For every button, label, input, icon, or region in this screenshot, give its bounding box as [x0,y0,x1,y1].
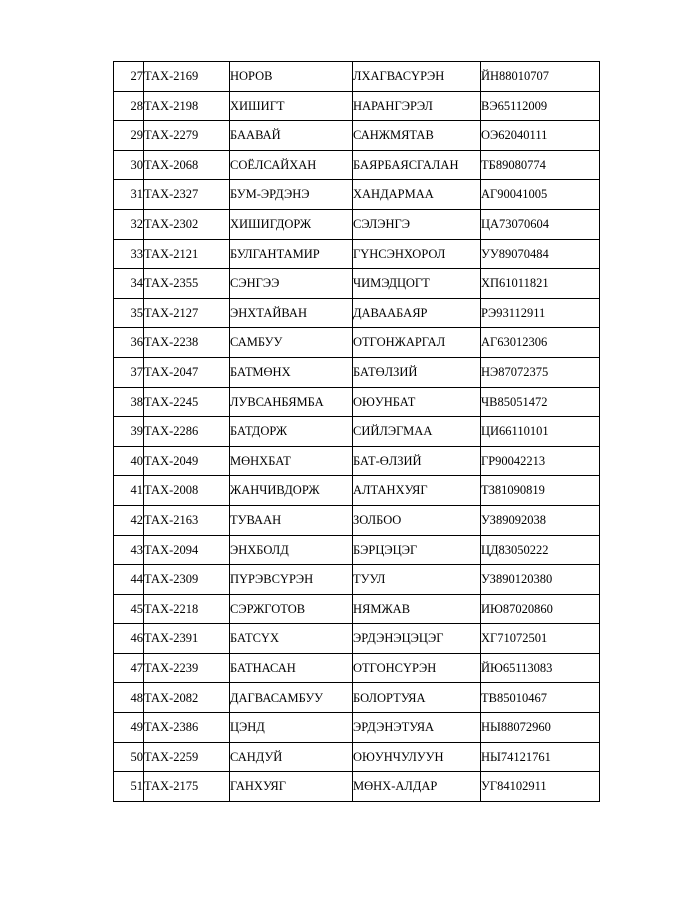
row-register-number: ЦИ66110101 [481,417,600,447]
row-code: ТАХ-2239 [144,653,230,683]
row-surname: ЦЭНД [230,713,353,743]
row-code: ТАХ-2094 [144,535,230,565]
row-number: 42 [114,505,144,535]
row-name: НЯМЖАВ [353,594,481,624]
row-register-number: АГ63012306 [481,328,600,358]
row-number: 48 [114,683,144,713]
row-surname: БАТМӨНХ [230,357,353,387]
row-surname: ХИШИГДОРЖ [230,209,353,239]
row-surname: ГАНХУЯГ [230,772,353,802]
row-surname: БАТДОРЖ [230,417,353,447]
table-row [114,417,600,447]
row-register-number: УГ84102911 [481,772,600,802]
row-number: 39 [114,417,144,447]
row-code: ТАХ-2082 [144,683,230,713]
row-code: ТАХ-2245 [144,387,230,417]
row-name: БАТ-ӨЛЗИЙ [353,446,481,476]
row-code: ТАХ-2302 [144,209,230,239]
row-code: ТАХ-2238 [144,328,230,358]
row-surname: ЛУВСАНБЯМБА [230,387,353,417]
table-row [114,653,600,683]
roster-table [113,61,600,802]
row-register-number: ВЭ65112009 [481,91,600,121]
row-code: ТАХ-2163 [144,505,230,535]
table-row [114,91,600,121]
row-register-number: НЫ74121761 [481,742,600,772]
row-surname: ПҮРЭВСҮРЭН [230,565,353,595]
row-surname: САМБУУ [230,328,353,358]
row-code: ТАХ-2068 [144,150,230,180]
row-register-number: ОЭ62040111 [481,121,600,151]
row-name: ОТГОНЖАРГАЛ [353,328,481,358]
row-number: 40 [114,446,144,476]
row-code: ТАХ-2327 [144,180,230,210]
table-row [114,624,600,654]
row-code: ТАХ-2127 [144,298,230,328]
row-code: ТАХ-2309 [144,565,230,595]
table-row [114,565,600,595]
row-name: ТУУЛ [353,565,481,595]
row-code: ТАХ-2121 [144,239,230,269]
row-number: 36 [114,328,144,358]
table-row [114,505,600,535]
row-number: 50 [114,742,144,772]
row-name: МӨНХ-АЛДАР [353,772,481,802]
table-row [114,683,600,713]
row-code: ТАХ-2047 [144,357,230,387]
table-row [114,328,600,358]
row-number: 38 [114,387,144,417]
table-row [114,772,600,802]
row-register-number: ХГ71072501 [481,624,600,654]
row-code: ТАХ-2279 [144,121,230,151]
row-code: ТАХ-2259 [144,742,230,772]
row-name: БАТӨЛЗИЙ [353,357,481,387]
row-number: 43 [114,535,144,565]
row-surname: САНДУЙ [230,742,353,772]
table-row [114,594,600,624]
row-number: 46 [114,624,144,654]
table-row [114,742,600,772]
row-register-number: НЭ87072375 [481,357,600,387]
row-number: 37 [114,357,144,387]
row-surname: ХИШИГТ [230,91,353,121]
row-register-number: АГ90041005 [481,180,600,210]
row-surname: БУМ-ЭРДЭНЭ [230,180,353,210]
row-code: ТАХ-2008 [144,476,230,506]
table-row [114,446,600,476]
row-name: ЧИМЭДЦОГТ [353,269,481,299]
row-register-number: УУ89070484 [481,239,600,269]
row-register-number: ЦД83050222 [481,535,600,565]
row-surname: НОРОВ [230,62,353,92]
row-surname: МӨНХБАТ [230,446,353,476]
row-number: 31 [114,180,144,210]
row-surname: БАТСҮХ [230,624,353,654]
row-name: ОЮУНЧУЛУУН [353,742,481,772]
row-number: 47 [114,653,144,683]
row-name: ХАНДАРМАА [353,180,481,210]
row-number: 33 [114,239,144,269]
row-name: БОЛОРТУЯА [353,683,481,713]
row-code: ТАХ-2049 [144,446,230,476]
row-number: 51 [114,772,144,802]
row-register-number: РЭ93112911 [481,298,600,328]
table-row [114,357,600,387]
row-name: БЭРЦЭЦЭГ [353,535,481,565]
row-number: 35 [114,298,144,328]
row-number: 32 [114,209,144,239]
row-code: ТАХ-2169 [144,62,230,92]
table-row [114,180,600,210]
row-register-number: ЙН88010707 [481,62,600,92]
row-number: 34 [114,269,144,299]
table-row [114,298,600,328]
table-row [114,535,600,565]
row-name: СИЙЛЭГМАА [353,417,481,447]
row-code: ТАХ-2175 [144,772,230,802]
row-register-number: УЗ890120380 [481,565,600,595]
table-row [114,713,600,743]
row-name: ЛХАГВАСҮРЭН [353,62,481,92]
row-register-number: ТБ89080774 [481,150,600,180]
row-number: 41 [114,476,144,506]
row-register-number: НЫ88072960 [481,713,600,743]
row-code: ТАХ-2355 [144,269,230,299]
row-surname: ЭНХТАЙВАН [230,298,353,328]
row-register-number: ТВ85010467 [481,683,600,713]
row-number: 27 [114,62,144,92]
row-name: ЭРДЭНЭТУЯА [353,713,481,743]
row-number: 45 [114,594,144,624]
row-register-number: ТЗ81090819 [481,476,600,506]
row-name: БАЯРБАЯСГАЛАН [353,150,481,180]
row-number: 49 [114,713,144,743]
row-surname: БААВАЙ [230,121,353,151]
table-row [114,476,600,506]
row-surname: СОЁЛСАЙХАН [230,150,353,180]
row-number: 44 [114,565,144,595]
row-register-number: УЗ89092038 [481,505,600,535]
row-surname: СЭНГЭЭ [230,269,353,299]
row-code: ТАХ-2198 [144,91,230,121]
row-register-number: ИЮ87020860 [481,594,600,624]
row-name: НАРАНГЭРЭЛ [353,91,481,121]
table-row [114,209,600,239]
row-surname: СЭРЖГОТОВ [230,594,353,624]
row-name: ОТГОНСҮРЭН [353,653,481,683]
table-row [114,269,600,299]
table-row [114,121,600,151]
row-code: ТАХ-2218 [144,594,230,624]
row-surname: ТУВААН [230,505,353,535]
row-register-number: ХП61011821 [481,269,600,299]
row-name: ЗОЛБОО [353,505,481,535]
row-register-number: ЙЮ65113083 [481,653,600,683]
row-name: ОЮУНБАТ [353,387,481,417]
roster-body [114,62,600,802]
row-register-number: ЦА73070604 [481,209,600,239]
table-row [114,387,600,417]
row-code: ТАХ-2286 [144,417,230,447]
row-surname: БУЛГАНТАМИР [230,239,353,269]
row-code: ТАХ-2386 [144,713,230,743]
row-number: 28 [114,91,144,121]
row-surname: ЖАНЧИВДОРЖ [230,476,353,506]
row-name: СЭЛЭНГЭ [353,209,481,239]
table-row [114,239,600,269]
row-number: 29 [114,121,144,151]
row-number: 30 [114,150,144,180]
row-code: ТАХ-2391 [144,624,230,654]
row-name: САНЖМЯТАВ [353,121,481,151]
row-surname: БАТНАСАН [230,653,353,683]
row-surname: ДАГВАСАМБУУ [230,683,353,713]
row-name: ДАВААБАЯР [353,298,481,328]
row-register-number: ГР90042213 [481,446,600,476]
row-name: ГҮНСЭНХОРОЛ [353,239,481,269]
row-name: ЭРДЭНЭЦЭЦЭГ [353,624,481,654]
row-register-number: ЧВ85051472 [481,387,600,417]
table-row [114,62,600,92]
table-row [114,150,600,180]
row-name: АЛТАНХУЯГ [353,476,481,506]
row-surname: ЭНХБОЛД [230,535,353,565]
